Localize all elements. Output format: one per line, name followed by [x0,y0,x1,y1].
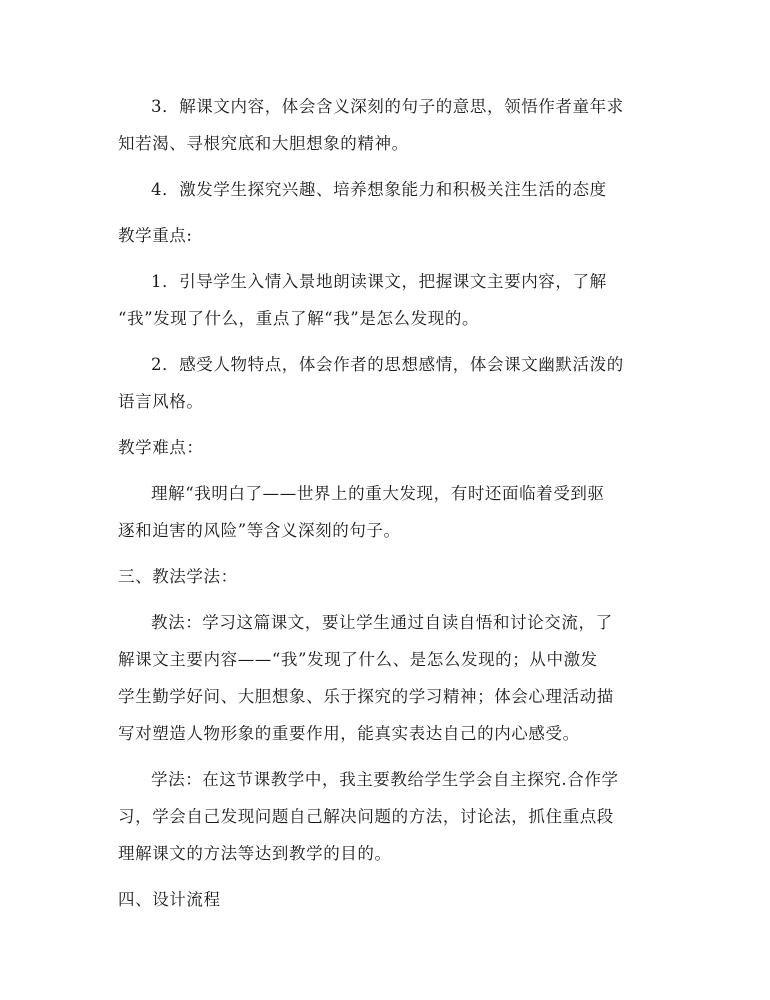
learning-method-line-1: 学法：在这节课教学中，我主要教给学生学会自主探究.合作学 [151,770,619,789]
teaching-method-line-4: 写对塑造人物形象的重要作用，能真实表达自己的内心感受。 [118,724,580,743]
difficulty-line-2: 逐和迫害的风险”等含义深刻的句子。 [118,521,401,540]
key-points-heading: 教学重点: [118,226,193,245]
key-point-2-line-2: 语言风格。 [118,392,204,411]
section-3-heading: 三、教法学法： [118,567,238,586]
learning-method-line-3: 理解课文的方法等达到教学的目的。 [118,844,392,863]
teaching-method-line-1: 教法：学习这篇课文，要让学生通过自读自悟和讨论交流，了 [151,613,613,632]
key-point-2-line-1: 2．感受人物特点，体会作者的思想感情，体会课文幽默活泼的 [151,355,624,374]
key-point-1-line-1: 1．引导学生入情入景地朗读课文，把握课文主要内容，了解 [151,272,607,291]
objective-4: 4．激发学生探究兴趣、培养想象能力和积极关注生活的态度 [151,180,607,199]
section-4-heading: 四、设计流程 [118,890,221,909]
objective-3-line-1: 3．解课文内容，体会含义深刻的句子的意思，领悟作者童年求 [151,97,624,116]
objective-3-line-2: 知若渴、寻根究底和大胆想象的精神。 [118,134,409,153]
document-body [118,88,663,918]
key-point-1-line-2: “我”发现了什么，重点了解“我”是怎么发现的。 [118,309,480,328]
learning-method-line-2: 习，学会自己发现问题自己解决问题的方法，讨论法，抓住重点段 [118,807,614,826]
teaching-method-line-2: 解课文主要内容——“我”发现了什么、是怎么发现的；从中激发 [118,650,598,669]
difficulties-heading: 教学难点： [118,438,204,457]
teaching-method-line-3: 学生勤学好问、大胆想象、乐于探究的学习精神；体会心理活动描 [118,687,614,706]
difficulty-line-1: 理解“我明白了——世界上的重大发现，有时还面临着受到驱 [151,484,605,503]
